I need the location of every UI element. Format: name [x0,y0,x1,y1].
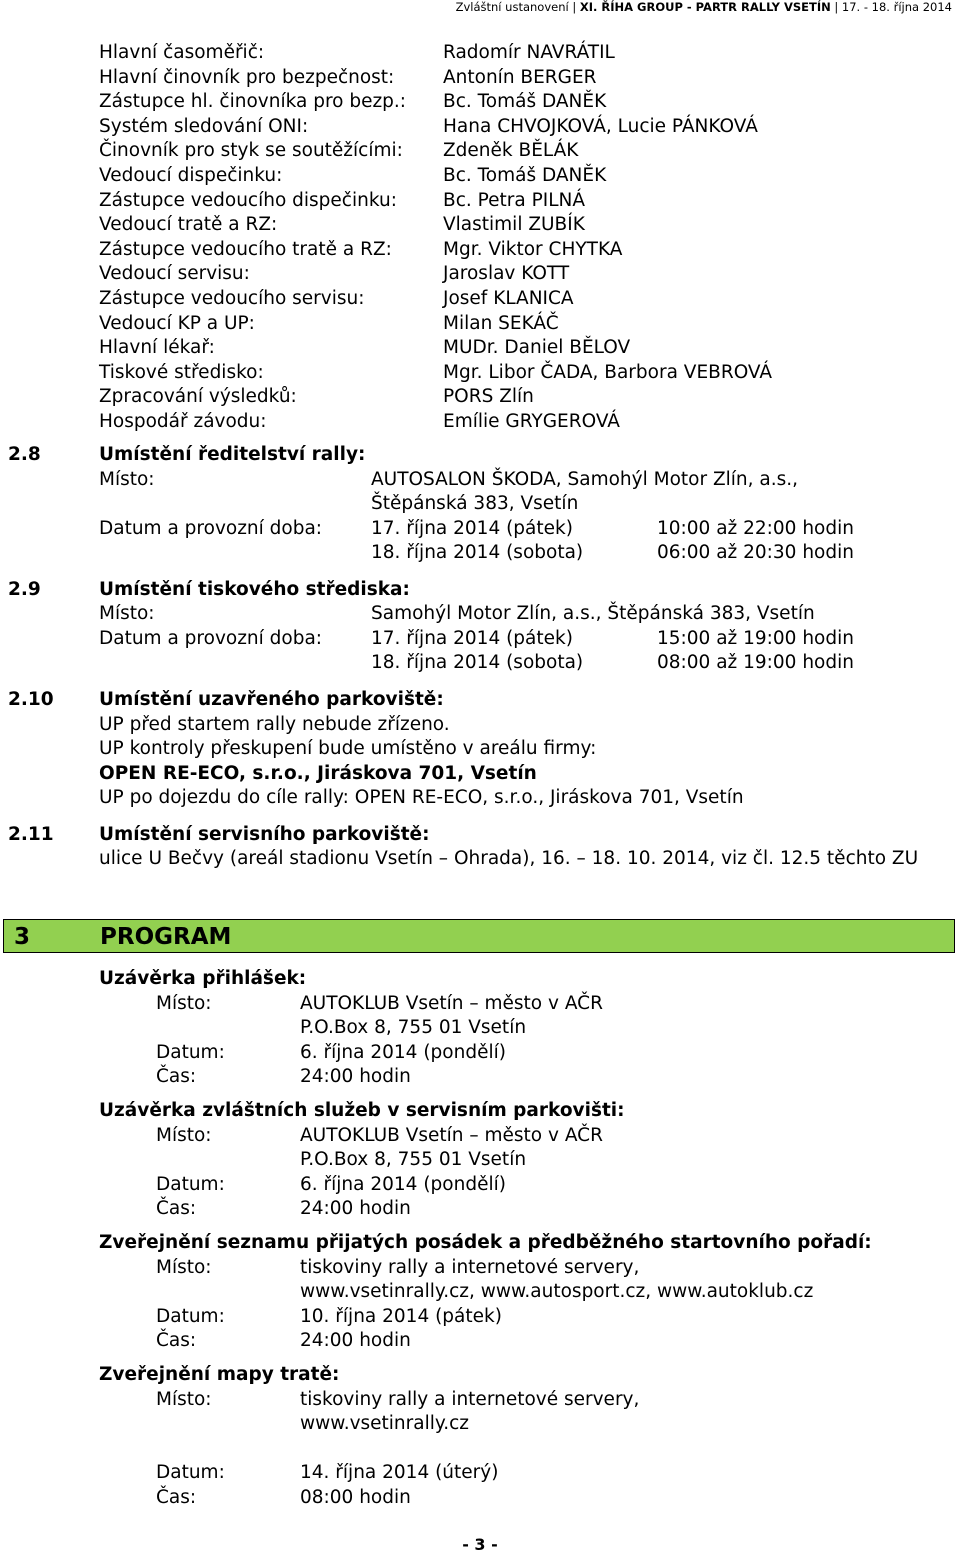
official-name: MUDr. Daniel BĚLOV [443,337,631,358]
section-number: 2.8 [8,444,41,465]
program-value: 24:00 hodin [300,1198,411,1219]
official-name: Mgr. Viktor CHYTKA [443,239,623,260]
section-title: PROGRAM [100,924,232,950]
section-title: Umístění uzavřeného parkoviště: [99,689,444,710]
official-name: PORS Zlín [443,386,534,407]
program-block-title: Uzávěrka zvláštních služeb v servisním parkovišti: [99,1100,625,1121]
date-value: 17. října 2014 (pátek) [371,628,573,649]
program-block-title: Uzávěrka přihlášek: [99,968,307,989]
section-title: Umístění servisního parkoviště: [99,824,430,845]
official-role: Systém sledování ONI: [99,116,309,137]
official-role: Hlavní lékař: [99,337,215,358]
program-value: www.vsetinrally.cz [300,1413,469,1434]
program-value: 6. října 2014 (pondělí) [300,1174,506,1195]
official-role: Vedoucí tratě a RZ: [99,214,278,235]
program-value: tiskoviny rally a internetové servery, [300,1389,640,1410]
program-label: Čas: [156,1198,197,1219]
official-name: Mgr. Libor ČADA, Barbora VEBROVÁ [443,362,773,383]
date-value: 18. října 2014 (sobota) [371,542,584,563]
program-label: Datum: [156,1306,225,1327]
program-label: Místo: [156,993,212,1014]
official-role: Vedoucí KP a UP: [99,313,255,334]
time-value: 06:00 až 20:30 hodin [657,542,854,563]
program-value: 24:00 hodin [300,1066,411,1087]
official-role: Zástupce vedoucího servisu: [99,288,365,309]
program-label: Datum: [156,1462,225,1483]
official-name: Bc. Petra PILNÁ [443,190,585,211]
program-block-title: Zveřejnění mapy tratě: [99,1364,340,1385]
program-value: 6. října 2014 (pondělí) [300,1042,506,1063]
hours-label: Datum a provozní doba: [99,628,323,649]
paragraph-line: ulice U Bečvy (areál stadionu Vsetín – Ohrada), 16. – 18. 10. 2014, viz čl. 12.5 těchto ZU [99,848,919,869]
official-name: Josef KLANICA [443,288,574,309]
header-separator: | [834,0,839,14]
header-dates: 17. - 18. října 2014 [841,0,952,14]
official-name: Antonín BERGER [443,67,597,88]
official-role: Hospodář závodu: [99,411,267,432]
program-label: Datum: [156,1174,225,1195]
paragraph-line: UP před startem rally nebude zřízeno. [99,714,450,735]
official-role: Tiskové středisko: [99,362,264,383]
program-label: Čas: [156,1487,197,1508]
time-value: 10:00 až 22:00 hodin [657,518,854,539]
program-value: AUTOKLUB Vsetín – město v AČR [300,1125,603,1146]
official-role: Hlavní časoměřič: [99,42,265,63]
official-role: Činovník pro styk se soutěžícími: [99,140,403,161]
official-name: Vlastimil ZUBÍK [443,214,585,235]
program-label: Datum: [156,1042,225,1063]
place-line: Samohýl Motor Zlín, a.s., Štěpánská 383, Vsetín [371,603,815,624]
running-header [456,0,952,14]
time-value: 15:00 až 19:00 hodin [657,628,854,649]
header-event: XI. ŘÍHA GROUP - PARTR RALLY VSETÍN [579,0,831,14]
official-role: Zástupce vedoucího dispečinku: [99,190,397,211]
official-name: Jaroslav KOTT [443,263,570,284]
program-value: P.O.Box 8, 755 01 Vsetín [300,1149,527,1170]
paragraph-line-bold: OPEN RE-ECO, s.r.o., Jiráskova 701, Vsetín [99,763,537,784]
official-role: Zástupce vedoucího tratě a RZ: [99,239,392,260]
program-label: Čas: [156,1330,197,1351]
official-name: Bc. Tomáš DANĚK [443,91,607,112]
official-role: Zpracování výsledků: [99,386,297,407]
official-role: Vedoucí servisu: [99,263,250,284]
section-number: 2.9 [8,579,41,600]
page-number: - 3 - [462,1535,498,1554]
program-value: 24:00 hodin [300,1330,411,1351]
date-value: 18. října 2014 (sobota) [371,652,584,673]
program-value: 14. října 2014 (úterý) [300,1462,499,1483]
section-number: 3 [14,924,31,950]
program-label: Místo: [156,1257,212,1278]
program-value: 08:00 hodin [300,1487,411,1508]
section-number: 2.11 [8,824,54,845]
program-value: AUTOKLUB Vsetín – město v AČR [300,993,603,1014]
official-name: Zdeněk BĚLÁK [443,140,579,161]
hours-label: Datum a provozní doba: [99,518,323,539]
section-title: Umístění ředitelství rally: [99,444,366,465]
section-number: 2.10 [8,689,54,710]
place-label: Místo: [99,603,155,624]
program-value: 10. října 2014 (pátek) [300,1306,502,1327]
program-label: Místo: [156,1125,212,1146]
program-value: P.O.Box 8, 755 01 Vsetín [300,1017,527,1038]
program-label: Místo: [156,1389,212,1410]
section-3-heading-bar [3,919,955,953]
official-name: Emílie GRYGEROVÁ [443,411,620,432]
place-label: Místo: [99,469,155,490]
place-line: Štěpánská 383, Vsetín [371,493,579,514]
official-name: Radomír NAVRÁTIL [443,42,615,63]
program-value: www.vsetinrally.cz, www.autosport.cz, www.autoklub.cz [300,1281,814,1302]
program-block-title: Zveřejnění seznamu přijatých posádek a předběžného startovního pořadí: [99,1232,872,1253]
program-label: Čas: [156,1066,197,1087]
official-role: Hlavní činovník pro bezpečnost: [99,67,395,88]
date-value: 17. října 2014 (pátek) [371,518,573,539]
section-title: Umístění tiskového střediska: [99,579,410,600]
official-name: Bc. Tomáš DANĚK [443,165,607,186]
place-line: AUTOSALON ŠKODA, Samohýl Motor Zlín, a.s., [371,469,798,490]
official-role: Vedoucí dispečinku: [99,165,283,186]
paragraph-line: UP po dojezdu do cíle rally: OPEN RE-ECO, s.r.o., Jiráskova 701, Vsetín [99,787,744,808]
time-value: 08:00 až 19:00 hodin [657,652,854,673]
paragraph-line: UP kontroly přeskupení bude umístěno v areálu firmy: [99,738,597,759]
official-name: Hana CHVOJKOVÁ, Lucie PÁNKOVÁ [443,116,758,137]
header-separator: | [572,0,577,14]
header-prefix: Zvláštní ustanovení [455,0,569,14]
official-name: Milan SEKÁČ [443,313,559,334]
official-role: Zástupce hl. činovníka pro bezp.: [99,91,407,112]
program-value: tiskoviny rally a internetové servery, [300,1257,640,1278]
